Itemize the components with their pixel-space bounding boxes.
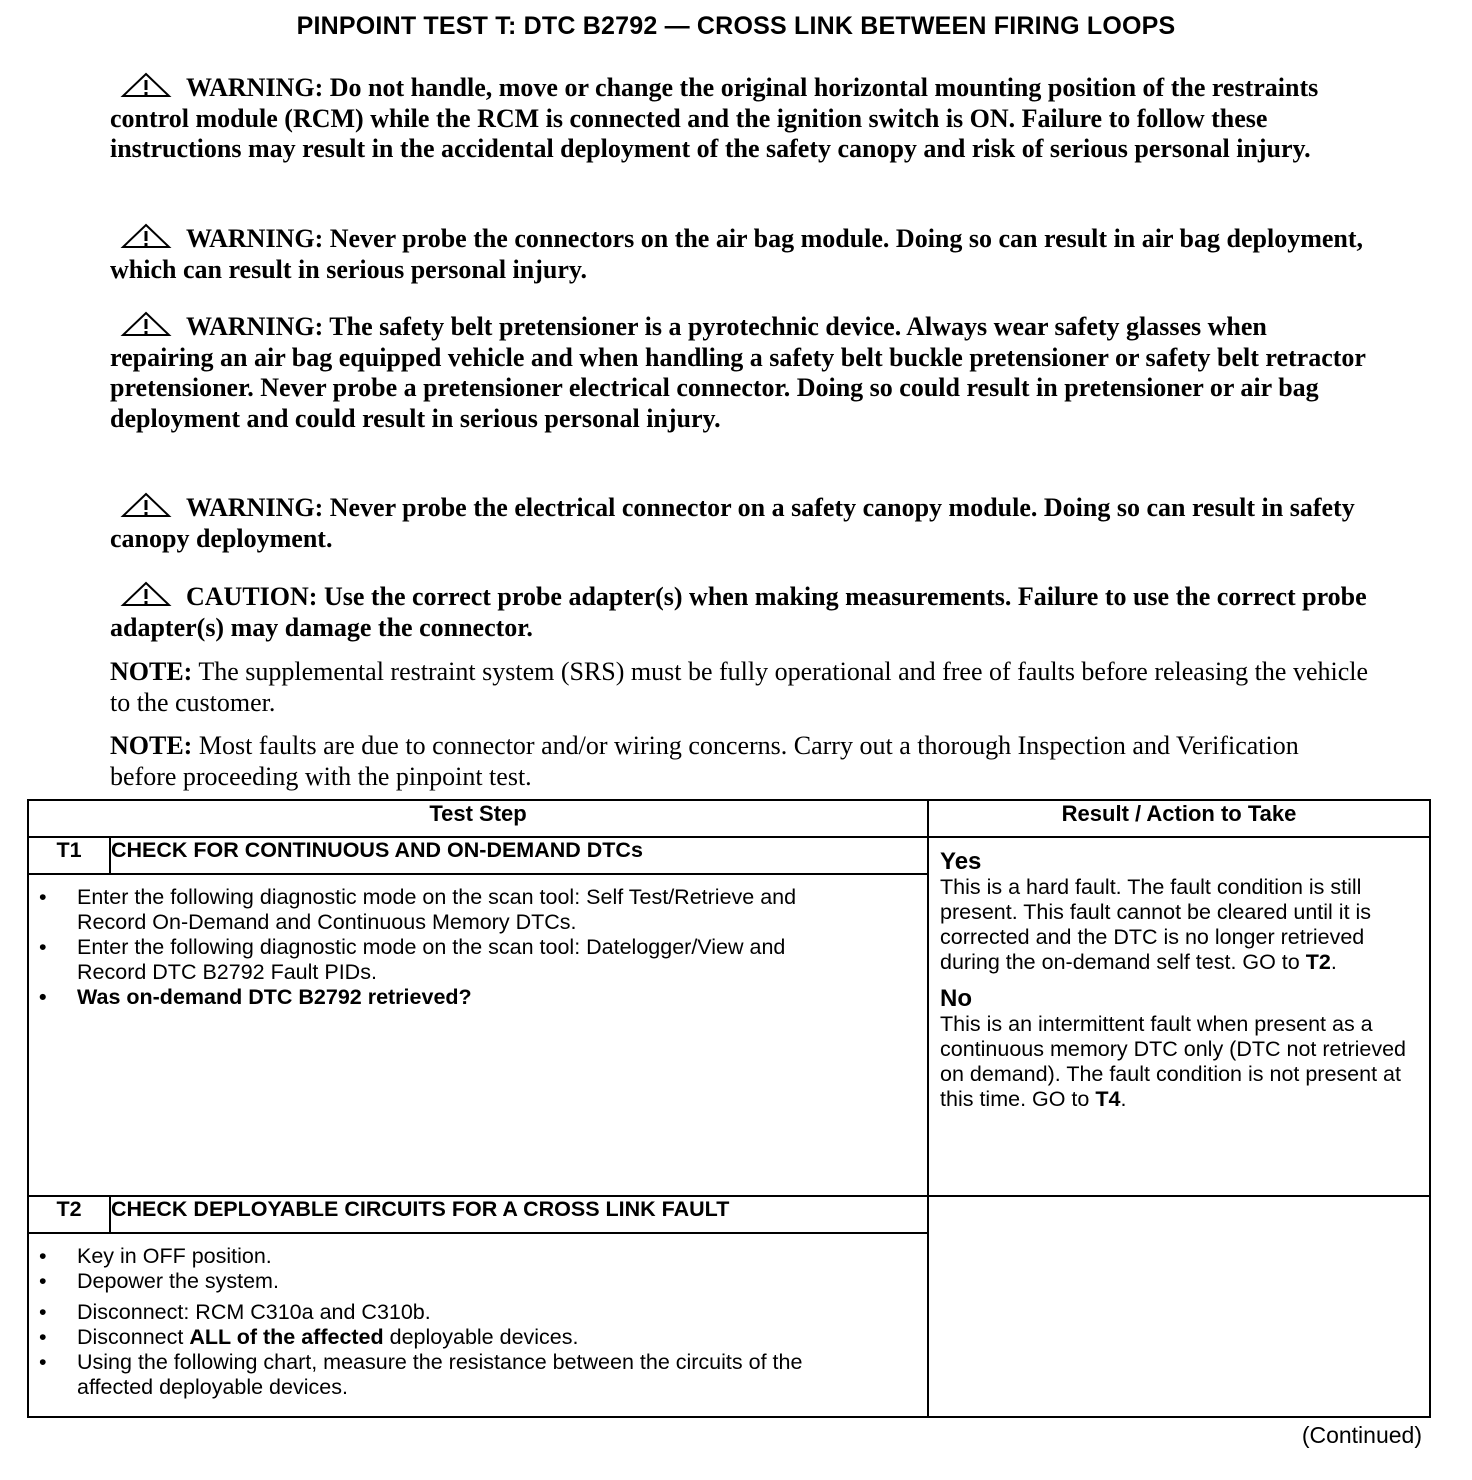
step-number: T1: [28, 837, 110, 874]
list-item: • Enter the following diagnostic mode on the scan tool: Self Test/Retrieve and Record On-Demand and Continuous Memory DTCs.: [29, 885, 847, 935]
warning-block-3: [110, 311, 1370, 434]
result-no-label: No: [940, 985, 973, 1012]
list-item: • Depower the system.: [29, 1269, 847, 1294]
caution-label: CAUTION:: [186, 582, 318, 611]
warning-text: The safety belt pretensioner is a pyrotechnic device. Always wear safety glasses when repairing an air bag equipped vehicle and when handling a safety belt buckle pretensioner or safety belt retractor pretensioner. Never probe a pretensioner electrical connector. Doing so could result in pretensioner or air bag deployment and could result in serious personal injury.: [110, 312, 1366, 433]
list-item: • Disconnect ALL of the affected deployable devices.: [29, 1325, 847, 1350]
warning-block-2: [110, 223, 1370, 285]
warning-text: Never probe the electrical connector on a safety canopy module. Doing so can result in safety canopy deployment.: [110, 493, 1355, 553]
result-cell-t2: [928, 1196, 1430, 1417]
warning-triangle-icon: [120, 223, 172, 249]
header-test-step: Test Step: [28, 800, 928, 837]
list-item: • Disconnect: RCM C310a and C310b.: [29, 1300, 847, 1325]
note-text: Most faults are due to connector and/or wiring concerns. Carry out a thorough Inspection and Verification before proceeding with the pinpoint test.: [110, 731, 1299, 791]
caution-text: Use the correct probe adapter(s) when making measurements. Failure to use the correct probe adapter(s) may damage the connector.: [110, 582, 1367, 642]
list-item: • Key in OFF position.: [29, 1244, 847, 1269]
warning-triangle-icon: [120, 72, 172, 98]
list-item: • Using the following chart, measure the resistance between the circuits of the affected deployable devices.: [29, 1350, 847, 1400]
warning-label: WARNING:: [186, 493, 324, 522]
page-title: PINPOINT TEST T: DTC B2792 — CROSS LINK BETWEEN FIRING LOOPS: [296, 12, 1176, 40]
warning-block-1: [110, 72, 1370, 165]
note-label: NOTE:: [110, 657, 193, 686]
result-no-text: This is an intermittent fault when present as a continuous memory DTC only (DTC not retrieved on demand). The fault condition is not present at this time. GO to T4.: [940, 1012, 1407, 1111]
note-block-2: [110, 731, 1370, 792]
warning-label: WARNING:: [186, 73, 324, 102]
warning-triangle-icon: [120, 492, 172, 518]
result-cell-t1: [928, 837, 1430, 1196]
warning-block-4: [110, 492, 1370, 554]
note-text: The supplemental restraint system (SRS) must be fully operational and free of faults before releasing the vehicle to the customer.: [110, 657, 1369, 717]
note-label: NOTE:: [110, 731, 193, 760]
list-item: • Enter the following diagnostic mode on the scan tool: Datelogger/View and Record DTC B2792 Fault PIDs.: [29, 935, 847, 985]
header-result-action: Result / Action to Take: [928, 800, 1430, 837]
result-yes-label: Yes: [940, 848, 982, 875]
step-title: CHECK FOR CONTINUOUS AND ON-DEMAND DTCs: [110, 837, 928, 874]
step-title: CHECK DEPLOYABLE CIRCUITS FOR A CROSS LINK FAULT: [110, 1196, 928, 1233]
warning-triangle-icon: [120, 311, 172, 337]
caution-block: [110, 581, 1370, 643]
goto-link: T2: [1305, 950, 1331, 974]
step-body-t2: [28, 1233, 928, 1417]
warning-text: Do not handle, move or change the original horizontal mounting position of the restraints control module (RCM) while the RCM is connected and the ignition switch is ON. Failure to follow these instructions may result in the accidental deployment of the safety canopy and risk of serious personal injury.: [110, 73, 1319, 163]
continued-label: (Continued): [1301, 1422, 1422, 1448]
warning-label: WARNING:: [186, 312, 324, 341]
warning-label: WARNING:: [186, 224, 324, 253]
warning-text: Never probe the connectors on the air bag module. Doing so can result in air bag deployment, which can result in serious personal injury.: [110, 224, 1364, 284]
result-yes-text: This is a hard fault. The fault condition is still present. This fault cannot be cleared until it is corrected and the DTC is no longer retrieved during the on-demand self test. GO to T2.: [940, 875, 1372, 974]
pinpoint-test-table: [27, 799, 1431, 1418]
step-number: T2: [28, 1196, 110, 1233]
goto-link: T4: [1095, 1087, 1121, 1111]
list-item: • Was on-demand DTC B2792 retrieved?: [29, 985, 847, 1010]
step-body-t1: [28, 874, 928, 1196]
note-block-1: [110, 657, 1370, 718]
warning-triangle-icon: [120, 581, 172, 607]
